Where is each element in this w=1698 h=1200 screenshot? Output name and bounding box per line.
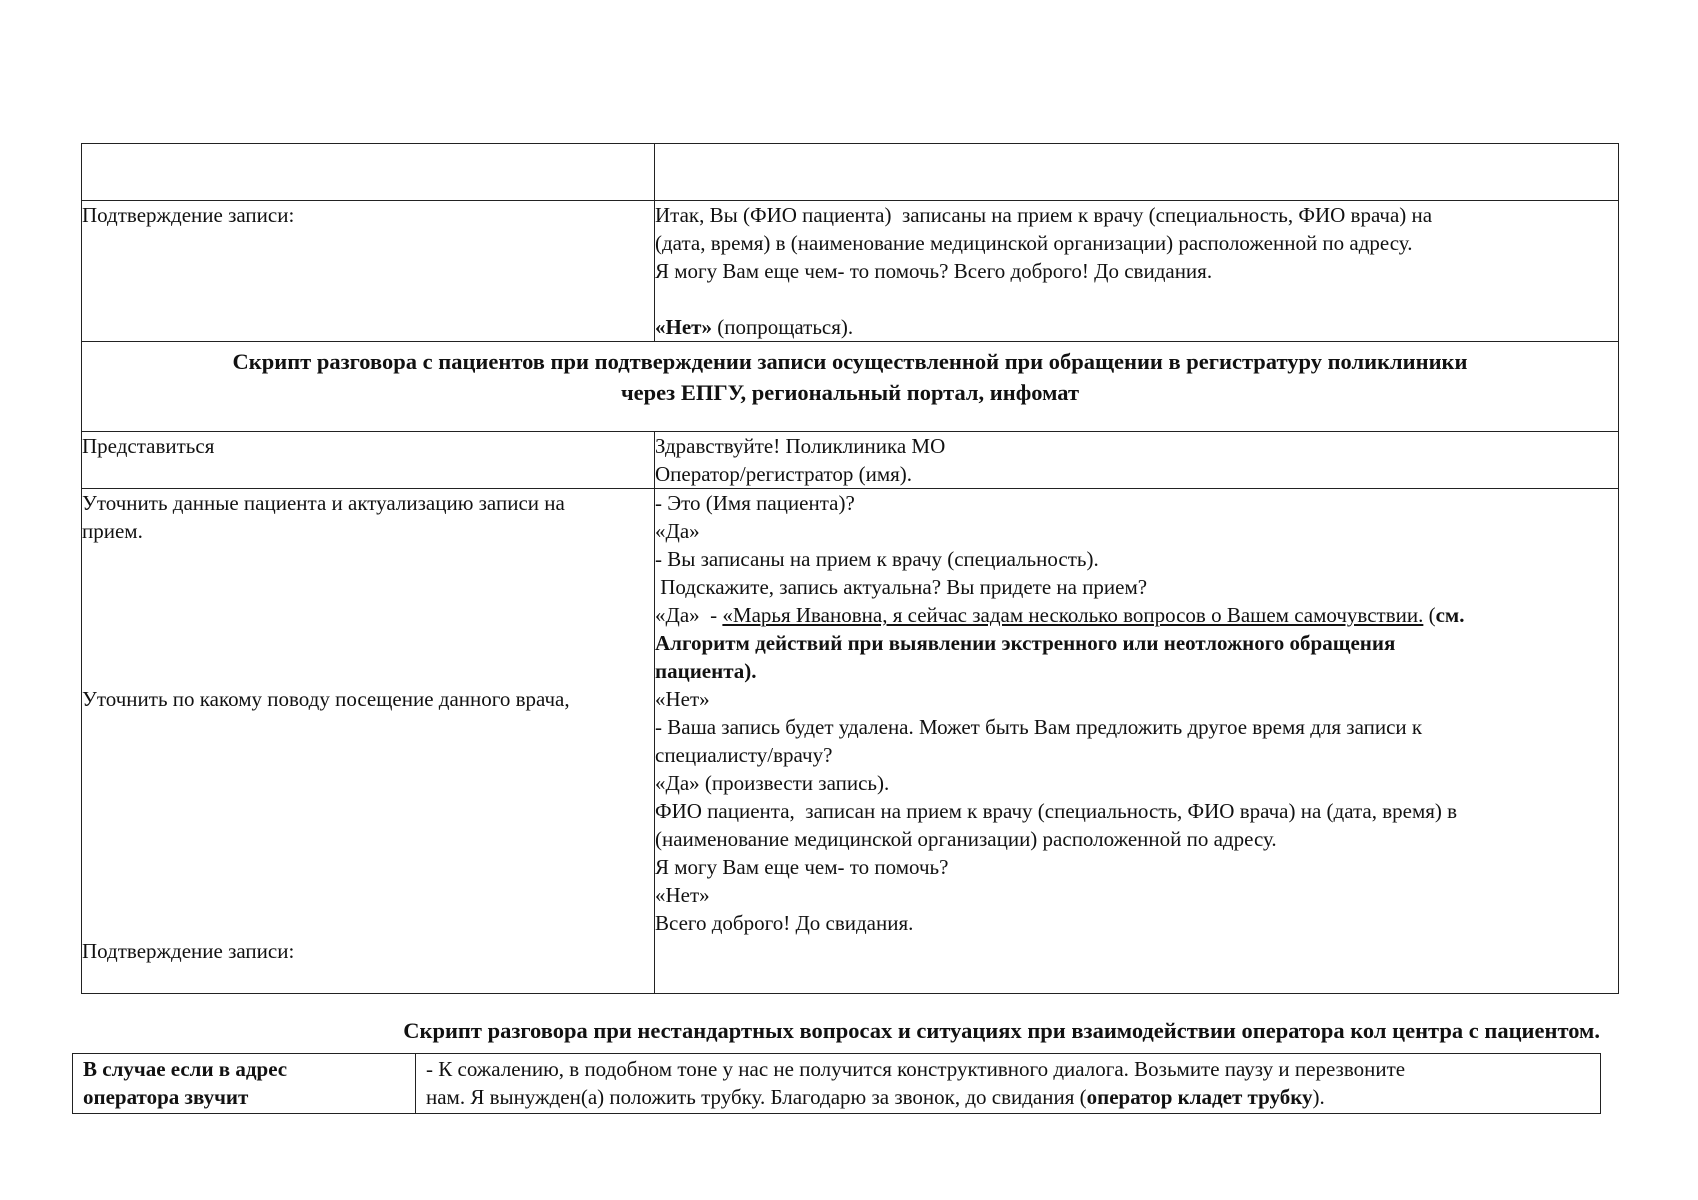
blank-line xyxy=(82,825,654,853)
script-line: - Ваша запись будет удалена. Может быть Вам предложить другое время для записи к xyxy=(655,715,1423,739)
confirmation-label: Подтверждение записи: xyxy=(82,203,295,227)
response-cell xyxy=(416,1054,1601,1114)
script-line: «Да» (произвести запись). xyxy=(655,771,890,795)
blank-line xyxy=(82,657,654,685)
script-line: ФИО пациента, записан на прием к врачу (специальность, ФИО врача) на (дата, время) в xyxy=(655,799,1458,823)
step-reason: Уточнить по какому поводу посещение данного врача, xyxy=(82,687,570,711)
blank-line xyxy=(82,545,654,573)
introduce-label: Представиться xyxy=(82,434,215,458)
blank-line xyxy=(82,629,654,657)
paren-open: ( xyxy=(1423,603,1436,627)
blank-line xyxy=(82,601,654,629)
blank-line xyxy=(82,573,654,601)
table-row-confirmation xyxy=(82,201,1619,342)
script-table-main xyxy=(81,143,1619,994)
response-text: нам. Я вынужден(а) положить трубку. Благодарю за звонок, до свидания ( xyxy=(426,1085,1087,1109)
script-line: - Это (Имя пациента)? xyxy=(655,491,855,515)
response-line: - К сожалению, в подобном тоне у нас не получится конструктивного диалога. Возьмите паузу и перезвоните xyxy=(426,1057,1406,1081)
script-line: - Вы записаны на прием к врачу (специальность). xyxy=(655,547,1099,571)
script-line: специалисту/врачу? xyxy=(655,743,833,767)
introduce-label-cell xyxy=(82,432,655,489)
introduce-text-cell xyxy=(655,432,1619,489)
blank-line xyxy=(82,853,654,881)
operator-hangs-up-bold: оператор кладет трубку xyxy=(1086,1085,1313,1109)
confirmation-text-cell xyxy=(655,201,1619,342)
script-line-bold xyxy=(655,657,1618,685)
dialog-script-cell xyxy=(655,489,1619,994)
script-line: Всего доброго! До свидания. xyxy=(655,911,914,935)
situation-line: оператора звучит xyxy=(83,1085,249,1109)
confirmation-no-line xyxy=(655,313,1618,341)
blank-line xyxy=(82,909,654,937)
script-line: Я могу Вам еще чем- то помочь? xyxy=(655,855,949,879)
response-end: ). xyxy=(1312,1085,1325,1109)
table-row-rude-caller xyxy=(73,1054,1601,1114)
no-answer-rest: (попрощаться). xyxy=(711,315,854,339)
step-clarify-data: Уточнить данные пациента и актуализацию записи на xyxy=(82,491,565,515)
introduce-line: Оператор/регистратор (имя). xyxy=(655,462,913,486)
section-heading-cell xyxy=(82,342,1619,432)
script-line: «Да» xyxy=(655,519,700,543)
section-heading-line1: Скрипт разговора с пациентов при подтверждении записи осуществленной при обращении в регистратуру поликлиники xyxy=(232,349,1468,374)
empty-cell-left xyxy=(82,144,655,201)
situation-line: В случае если в адрес xyxy=(83,1057,288,1081)
dialog-steps-cell xyxy=(82,489,655,994)
introduce-line: Здравствуйте! Поликлиника МО xyxy=(655,434,946,458)
script-line-bold xyxy=(655,629,1618,657)
confirmation-line: Я могу Вам еще чем- то помочь? Всего доброго! До свидания. xyxy=(655,259,1213,283)
blank-line xyxy=(82,797,654,825)
table-row-empty xyxy=(82,144,1619,201)
table-row-dialog xyxy=(82,489,1619,994)
blank-line xyxy=(655,285,1618,313)
underlined-phrase: «Марья Ивановна, я сейчас задам несколько вопросов о Вашем самочувствии. xyxy=(722,603,1424,627)
step-clarify-data-cont: прием. xyxy=(82,519,143,543)
see-reference-bold: см. xyxy=(1435,603,1465,627)
table-row-section-heading xyxy=(82,342,1619,432)
script-line: «Нет» xyxy=(655,687,710,711)
script-line: «Нет» xyxy=(655,883,710,907)
situation-cell xyxy=(73,1054,416,1114)
section-heading-line2: через ЕПГУ, региональный портал, инфомат xyxy=(620,380,1080,405)
confirmation-line: (дата, время) в (наименование медицинской организации) расположенной по адресу. xyxy=(655,231,1413,255)
table-row-introduce xyxy=(82,432,1619,489)
step-confirmation: Подтверждение записи: xyxy=(82,939,295,963)
nonstandard-situations-table xyxy=(72,1053,1601,1114)
algorithm-reference-bold: Алгоритм действий при выявлении экстренного или неотложного обращения xyxy=(655,631,1396,655)
blank-line xyxy=(82,881,654,909)
blank-line xyxy=(82,713,654,741)
confirmation-line: Итак, Вы (ФИО пациента) записаны на прием к врачу (специальность, ФИО врача) на xyxy=(655,203,1433,227)
empty-cell-right xyxy=(655,144,1619,201)
script-line-yes xyxy=(655,601,1618,629)
no-answer-bold: «Нет» xyxy=(655,315,712,339)
confirmation-label-cell xyxy=(82,201,655,342)
yes-answer: «Да» - xyxy=(655,603,723,627)
blank-line xyxy=(82,741,654,769)
script-line: (наименование медицинской организации) расположенной по адресу. xyxy=(655,827,1277,851)
section2-title: Скрипт разговора при нестандартных вопросах и ситуациях при взаимодействии оператора кол центра с пациентом. xyxy=(403,1018,1600,1043)
script-line: Подскажите, запись актуальна? Вы придете на прием? xyxy=(655,575,1148,599)
blank-line xyxy=(82,769,654,797)
response-line xyxy=(426,1083,1590,1111)
algorithm-reference-bold-end: пациента). xyxy=(655,659,757,683)
